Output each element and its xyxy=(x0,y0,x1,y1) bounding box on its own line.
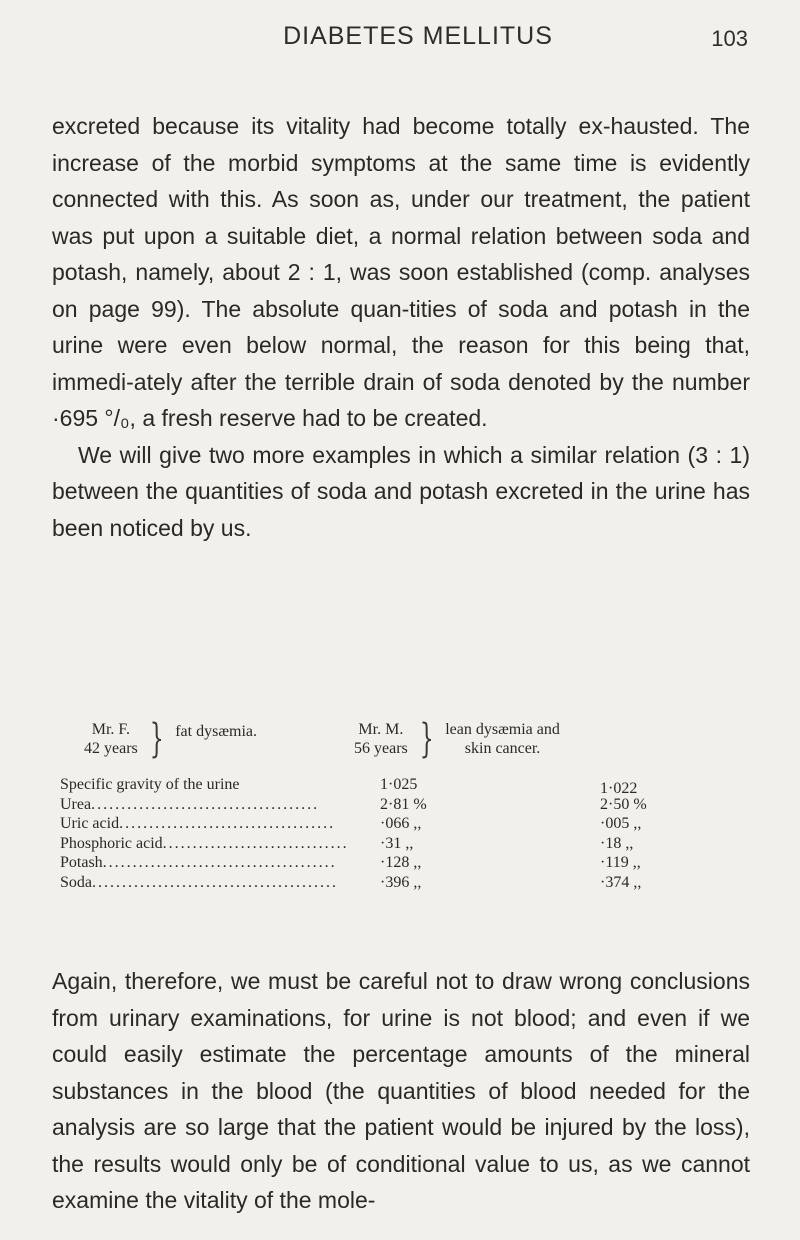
table-row xyxy=(60,874,720,894)
value-mr-m: ·374 ,, xyxy=(600,873,642,891)
value-mr-m: ·005 ,, xyxy=(600,815,642,832)
leader-dots: ......................................... xyxy=(92,873,338,891)
value-mr-f: 2·81 % xyxy=(380,795,427,813)
page-number: 103 xyxy=(711,26,748,51)
case-age: 56 years xyxy=(354,740,408,757)
table-row xyxy=(60,854,720,874)
row-label xyxy=(60,854,370,872)
case-age: 42 years xyxy=(84,740,138,757)
row-label-text: Phosphoric acid xyxy=(60,834,163,852)
leader-dots: ....................................... xyxy=(102,854,337,871)
table-row xyxy=(60,815,720,835)
value-mr-f: ·396 ,, xyxy=(380,873,422,891)
running-title: DIABETES MELLITUS xyxy=(283,22,553,50)
row-label-text: Potash xyxy=(60,854,103,871)
paragraph: Again, therefore, we must be careful not to draw wrong conclusions from urinary examinations, for urine is not blood; and even if we could easily estimate the percentage amounts of the mineral substances in the blood (the quantities of blood needed for the analysis are so large that the patient would be injured by the loss), the results would only be of conditional value to us, as we cannot examine the vitality of the mole- xyxy=(52,968,750,1213)
row-label-text: Specific gravity of the urine xyxy=(60,776,240,793)
right-brace-icon: } xyxy=(419,716,434,762)
table-row xyxy=(60,776,720,796)
value-mr-m: 2·50 % xyxy=(600,795,647,813)
value-mr-f: ·066 ,, xyxy=(380,815,422,832)
row-label xyxy=(60,835,370,853)
case-heading-mr-f xyxy=(84,716,257,762)
page-header xyxy=(88,22,748,62)
row-label xyxy=(60,776,240,794)
value-mr-m: ·119 ,, xyxy=(600,854,641,871)
case-headings xyxy=(60,716,750,770)
value-mr-f: ·31 ,, xyxy=(380,834,414,852)
row-label xyxy=(60,874,370,892)
opening-text xyxy=(52,108,750,546)
paragraph: excreted because its vitality had become totally ex-hausted. The increase of the morbid symptoms at the same time is evidently connected with this. As soon as, under our treatment, the patient was put upon a suitable diet, a normal relation between soda and potash, namely, about 2 : 1, was soon established (comp. analyses on page 99). The absolute quan-tities of soda and potash in the urine were even below normal, the reason for this being that, immedi-ately after the terrible drain of soda denoted by the number ·695 °/₀, a fresh reserve had to be created. xyxy=(52,113,750,431)
row-label xyxy=(60,815,370,833)
case-description-line: lean dysæmia and xyxy=(445,721,560,738)
row-label-text: Soda xyxy=(60,873,92,891)
row-label xyxy=(60,796,370,814)
case-heading-mr-m xyxy=(354,716,560,762)
urine-analysis-table xyxy=(60,776,720,893)
leader-dots: ...................................... xyxy=(91,795,320,813)
case-id xyxy=(354,720,408,758)
case-name: Mr. F. xyxy=(91,721,131,738)
case-description: fat dysæmia. xyxy=(175,722,257,740)
value-mr-m: 1·022 xyxy=(600,780,638,797)
leader-dots: .................................... xyxy=(119,815,336,832)
table-row xyxy=(60,796,720,816)
case-name: Mr. M. xyxy=(358,721,404,738)
case-description-line: skin cancer. xyxy=(464,740,541,757)
table-row xyxy=(60,835,720,855)
case-id xyxy=(84,720,138,758)
value-mr-m: ·18 ,, xyxy=(600,834,634,852)
paragraph: We will give two more examples in which a similar relation (3 : 1) between the quantities of soda and potash excreted in the urine has been noticed by us. xyxy=(52,441,750,541)
value-mr-f: ·128 ,, xyxy=(380,854,422,871)
right-brace-icon: } xyxy=(149,716,164,762)
value-mr-f: 1·025 xyxy=(380,776,418,793)
row-label-text: Urea xyxy=(60,795,92,813)
case-description xyxy=(445,720,560,758)
leader-dots: ............................... xyxy=(162,834,349,852)
closing-text xyxy=(52,963,750,1219)
row-label-text: Uric acid xyxy=(60,815,120,832)
